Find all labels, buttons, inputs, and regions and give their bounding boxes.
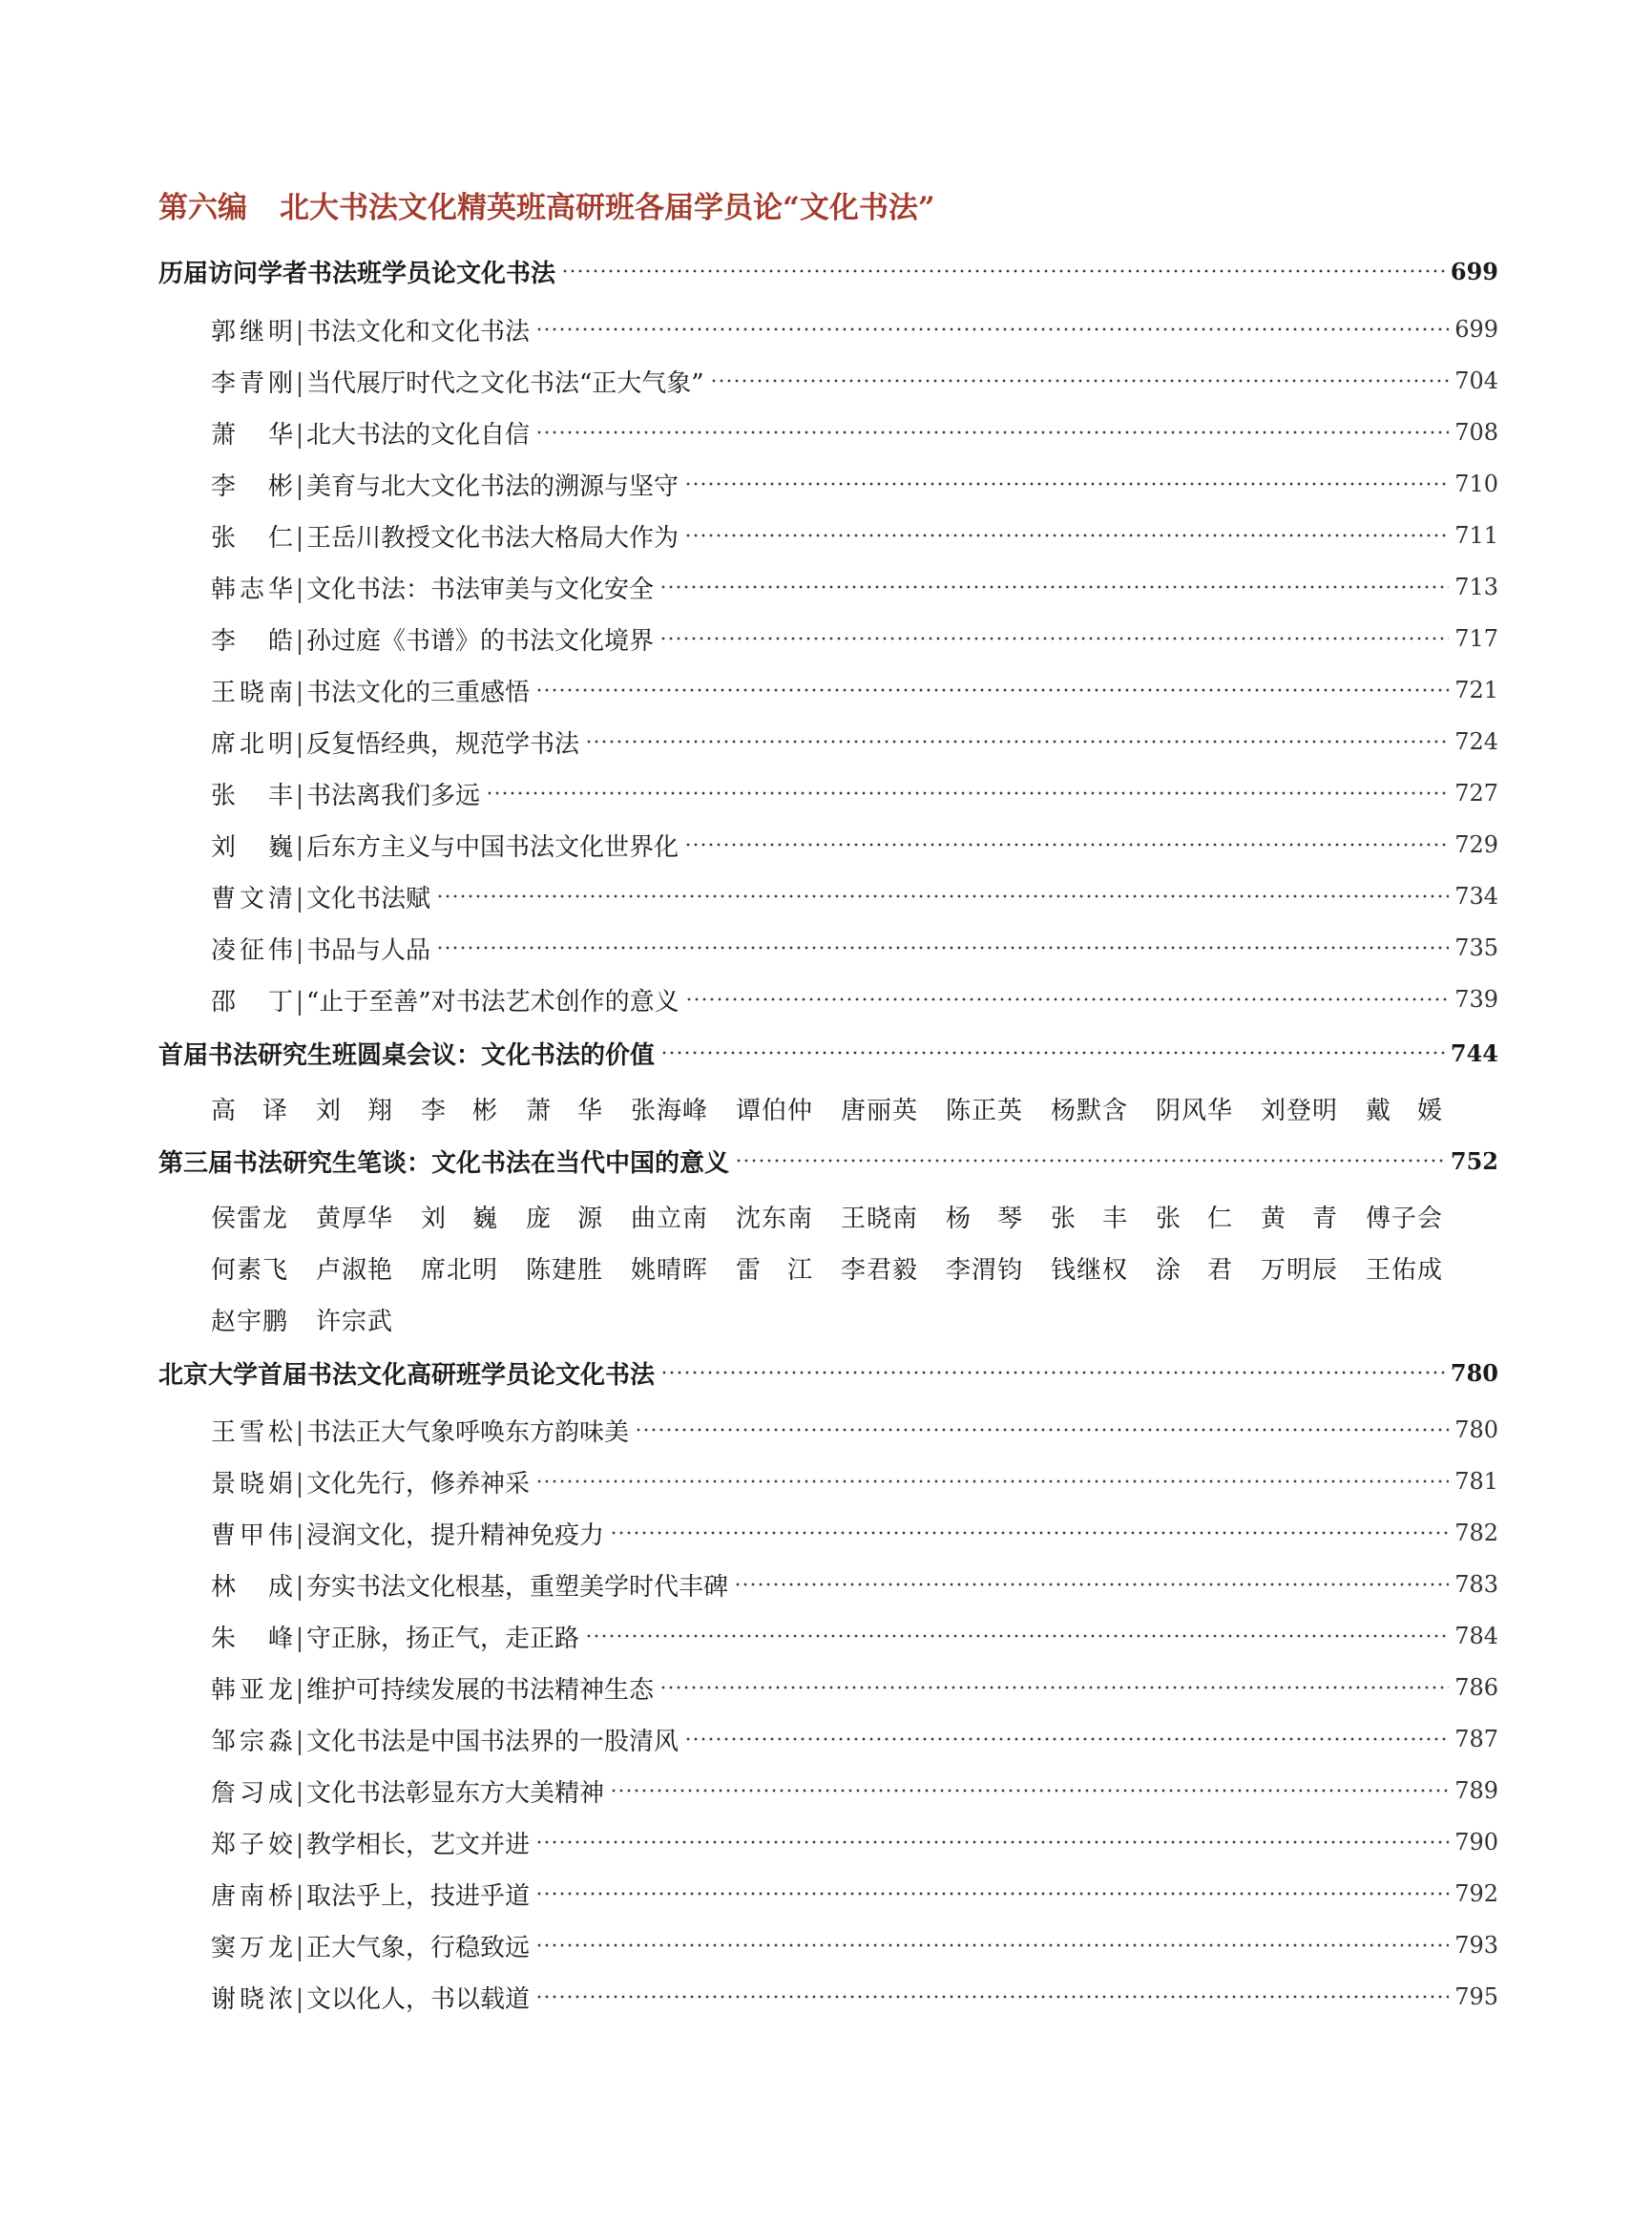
entry-author: 刘 巍 bbox=[211, 832, 293, 862]
entry-title: 书品与人品 bbox=[306, 935, 431, 965]
dot-leader bbox=[710, 377, 1450, 385]
entry-author: 曹文清 bbox=[211, 884, 293, 913]
section-page-number: 699 bbox=[1450, 257, 1498, 285]
dot-leader bbox=[659, 583, 1449, 591]
participant-name: 许宗武 bbox=[316, 1308, 392, 1336]
entry-title: 守正脉，扬正气，走正路 bbox=[306, 1624, 580, 1653]
participant-name: 何素飞 bbox=[211, 1256, 287, 1285]
entry-author: 詹习成 bbox=[211, 1778, 293, 1808]
dot-leader bbox=[684, 532, 1449, 539]
entry-author: 林 成 bbox=[211, 1572, 293, 1602]
toc-entry[interactable]: 窦万龙 | 正大气象，行稳致远 793 bbox=[211, 1926, 1498, 1964]
entry-page-number: 781 bbox=[1454, 1468, 1498, 1495]
entry-title: 当代展厅时代之文化书法“正大气象” bbox=[306, 368, 704, 398]
entry-author: 郭继明 bbox=[211, 317, 293, 346]
dot-leader bbox=[535, 325, 1449, 333]
entry-title: 维护可持续发展的书法精神生态 bbox=[306, 1675, 655, 1705]
entry-author: 郑子姣 bbox=[211, 1830, 293, 1859]
entry-author: 景晓娟 bbox=[211, 1469, 293, 1499]
participant-name: 刘 翔 bbox=[316, 1097, 392, 1125]
entry-title: 书法文化和文化书法 bbox=[306, 317, 531, 346]
participant-name: 刘登明 bbox=[1261, 1097, 1337, 1125]
dot-leader bbox=[610, 1529, 1449, 1537]
dot-leader bbox=[486, 789, 1449, 797]
entry-page-number: 792 bbox=[1454, 1880, 1498, 1907]
participant-name: 卢淑艳 bbox=[316, 1256, 392, 1285]
dot-leader bbox=[684, 841, 1449, 849]
participant-name: 杨 琴 bbox=[946, 1205, 1022, 1233]
entry-page-number: 708 bbox=[1454, 419, 1498, 446]
entry-author: 朱 峰 bbox=[211, 1624, 293, 1653]
entry-title: 书法离我们多远 bbox=[306, 781, 481, 810]
entry-page-number: 790 bbox=[1454, 1829, 1498, 1856]
entry-page-number: 699 bbox=[1454, 316, 1498, 343]
toc-entry[interactable]: 凌征伟 | 书品与人品 735 bbox=[211, 929, 1498, 967]
entry-title: 文化书法是中国书法界的一股清风 bbox=[306, 1727, 680, 1756]
section-title: 第三届书法研究生笔谈：文化书法在当代中国的意义 bbox=[158, 1148, 730, 1178]
entry-title: 王岳川教授文化书法大格局大作为 bbox=[306, 523, 680, 553]
dot-leader bbox=[734, 1581, 1449, 1588]
entry-title: 文化书法赋 bbox=[306, 884, 431, 913]
entry-title: 北大书法的文化自信 bbox=[306, 420, 531, 450]
dot-leader bbox=[561, 267, 1445, 275]
toc-entry[interactable]: 邵 丁 | “止于至善”对书法艺术创作的意义 739 bbox=[211, 980, 1498, 1018]
participant-name: 沈东南 bbox=[736, 1205, 812, 1233]
entry-page-number: 727 bbox=[1454, 780, 1498, 807]
entry-author: 邹宗淼 bbox=[211, 1727, 293, 1756]
participant-names-row bbox=[211, 1091, 1498, 1126]
toc-entry[interactable]: 林 成 | 夯实书法文化根基，重塑美学时代丰碑 783 bbox=[211, 1565, 1498, 1604]
entry-title: 书法正大气象呼唤东方韵味美 bbox=[306, 1417, 630, 1447]
dot-leader bbox=[535, 1993, 1449, 2001]
participant-name: 曲立南 bbox=[631, 1205, 707, 1233]
participant-name: 李渭钧 bbox=[946, 1256, 1022, 1285]
toc-entry[interactable]: 韩亚龙 | 维护可持续发展的书法精神生态 786 bbox=[211, 1668, 1498, 1707]
dot-leader bbox=[436, 892, 1449, 900]
participant-name: 涂 君 bbox=[1156, 1256, 1232, 1285]
dot-leader bbox=[659, 635, 1449, 642]
entry-page-number: 717 bbox=[1454, 625, 1498, 652]
entry-title: 后东方主义与中国书法文化世界化 bbox=[306, 832, 680, 862]
toc-entry[interactable]: 邹宗淼 | 文化书法是中国书法界的一股清风 787 bbox=[211, 1720, 1498, 1758]
toc-entry[interactable]: 詹习成 | 文化书法彰显东方大美精神 789 bbox=[211, 1772, 1498, 1810]
participant-name: 阴风华 bbox=[1156, 1097, 1232, 1125]
entry-author: 张 丰 bbox=[211, 781, 293, 810]
entry-author: 席北明 bbox=[211, 729, 293, 759]
toc-section-heading[interactable] bbox=[158, 1034, 1498, 1072]
entry-author: 窦万龙 bbox=[211, 1933, 293, 1962]
entry-author: 邵 丁 bbox=[211, 987, 293, 1017]
entry-page-number: 789 bbox=[1454, 1777, 1498, 1804]
toc-entry[interactable]: 李 彬 | 美育与北大文化书法的溯源与坚守 710 bbox=[211, 465, 1498, 503]
dot-leader bbox=[535, 1890, 1449, 1898]
entry-page-number: 734 bbox=[1454, 883, 1498, 910]
participant-name: 萧 华 bbox=[526, 1097, 602, 1125]
entry-page-number: 782 bbox=[1454, 1520, 1498, 1546]
toc-entry[interactable]: 张 仁 | 王岳川教授文化书法大格局大作为 711 bbox=[211, 516, 1498, 555]
part-title-text: 北大书法文化精英班高研班各届学员论“文化书法” bbox=[280, 191, 935, 225]
entry-author: 韩亚龙 bbox=[211, 1675, 293, 1705]
toc-entry[interactable]: 曹甲伟 | 浸润文化，提升精神免疫力 782 bbox=[211, 1514, 1498, 1552]
toc-entry[interactable]: 谢晓浓 | 文以化人，书以载道 795 bbox=[211, 1978, 1498, 2016]
participant-names-row bbox=[211, 1250, 1498, 1286]
toc-section-heading[interactable] bbox=[158, 1353, 1498, 1392]
section-title: 北京大学首届书法文化高研班学员论文化书法 bbox=[158, 1360, 656, 1390]
participant-name: 张 仁 bbox=[1156, 1205, 1232, 1233]
entry-author: 凌征伟 bbox=[211, 935, 293, 965]
entry-author: 王雪松 bbox=[211, 1417, 293, 1447]
entry-title: 文化先行，修养神采 bbox=[306, 1469, 531, 1499]
entry-title: 书法文化的三重感悟 bbox=[306, 678, 531, 707]
participant-names-row bbox=[211, 1302, 1498, 1337]
toc-entry[interactable]: 李青刚 | 当代展厅时代之文化书法“正大气象” 704 bbox=[211, 362, 1498, 400]
entry-title: 文化书法：书法审美与文化安全 bbox=[306, 575, 655, 604]
entry-author: 曹甲伟 bbox=[211, 1520, 293, 1550]
entry-title: “止于至善”对书法艺术创作的意义 bbox=[306, 987, 680, 1017]
entry-author: 韩志华 bbox=[211, 575, 293, 604]
toc-entry[interactable]: 曹文清 | 文化书法赋 734 bbox=[211, 877, 1498, 915]
entry-author: 李 彬 bbox=[211, 472, 293, 501]
entry-title: 正大气象，行稳致远 bbox=[306, 1933, 531, 1962]
participant-name: 高 译 bbox=[211, 1097, 287, 1125]
dot-leader bbox=[585, 1632, 1449, 1640]
dot-leader bbox=[535, 1941, 1449, 1949]
toc-entry[interactable]: 郑子姣 | 教学相长，艺文并进 790 bbox=[211, 1823, 1498, 1861]
entry-author: 张 仁 bbox=[211, 523, 293, 553]
entry-page-number: 735 bbox=[1454, 934, 1498, 961]
participant-name: 钱继权 bbox=[1051, 1256, 1127, 1285]
participant-name: 席北明 bbox=[421, 1256, 497, 1285]
participant-name: 侯雷龙 bbox=[211, 1205, 287, 1233]
participant-names-row bbox=[211, 1199, 1498, 1234]
section-page-number: 752 bbox=[1450, 1146, 1498, 1175]
entry-author: 谢晓浓 bbox=[211, 1984, 293, 2014]
section-page-number: 744 bbox=[1450, 1038, 1498, 1067]
participant-name: 姚晴晖 bbox=[631, 1256, 707, 1285]
dot-leader bbox=[685, 996, 1450, 1003]
participant-name: 傅子会 bbox=[1366, 1205, 1442, 1233]
dot-leader bbox=[535, 1478, 1449, 1485]
entry-page-number: 780 bbox=[1454, 1416, 1498, 1443]
participant-name: 雷 江 bbox=[736, 1256, 812, 1285]
toc-entry[interactable]: 韩志华 | 文化书法：书法审美与文化安全 713 bbox=[211, 568, 1498, 606]
toc-entry[interactable]: 李 皓 | 孙过庭《书谱》的书法文化境界 717 bbox=[211, 619, 1498, 658]
entry-title: 孙过庭《书谱》的书法文化境界 bbox=[306, 626, 655, 656]
dot-leader bbox=[635, 1426, 1449, 1434]
toc-entry[interactable]: 张 丰 | 书法离我们多远 727 bbox=[211, 774, 1498, 812]
entry-author: 李 皓 bbox=[211, 626, 293, 656]
entry-page-number: 793 bbox=[1454, 1932, 1498, 1959]
dot-leader bbox=[436, 944, 1449, 952]
participant-name: 杨默含 bbox=[1051, 1097, 1127, 1125]
entry-author: 萧 华 bbox=[211, 420, 293, 450]
entry-page-number: 784 bbox=[1454, 1623, 1498, 1649]
participant-name: 刘 巍 bbox=[421, 1205, 497, 1233]
entry-page-number: 711 bbox=[1454, 522, 1498, 549]
dot-leader bbox=[684, 480, 1449, 488]
toc-entry[interactable]: 萧 华 | 北大书法的文化自信 708 bbox=[211, 413, 1498, 451]
part-heading bbox=[158, 183, 935, 226]
section-page-number: 780 bbox=[1450, 1358, 1498, 1387]
entry-page-number: 710 bbox=[1454, 471, 1498, 497]
entry-title: 夯实书法文化根基，重塑美学时代丰碑 bbox=[306, 1572, 729, 1602]
participant-name: 戴 媛 bbox=[1366, 1097, 1442, 1125]
dot-leader bbox=[660, 1369, 1445, 1376]
entry-page-number: 704 bbox=[1454, 367, 1498, 394]
toc-entry[interactable]: 朱 峰 | 守正脉，扬正气，走正路 784 bbox=[211, 1617, 1498, 1655]
toc-entry[interactable]: 刘 巍 | 后东方主义与中国书法文化世界化 729 bbox=[211, 826, 1498, 864]
participant-name: 唐丽英 bbox=[841, 1097, 917, 1125]
dot-leader bbox=[585, 738, 1449, 745]
entry-author: 唐南桥 bbox=[211, 1881, 293, 1911]
entry-page-number: 795 bbox=[1454, 1983, 1498, 2010]
participant-name: 张 丰 bbox=[1051, 1205, 1127, 1233]
participant-name: 陈正英 bbox=[946, 1097, 1022, 1125]
toc-entry[interactable]: 王晓南 | 书法文化的三重感悟 721 bbox=[211, 671, 1498, 709]
toc-section-heading[interactable] bbox=[158, 252, 1498, 290]
toc-section-heading[interactable] bbox=[158, 1142, 1498, 1180]
participant-name: 黄厚华 bbox=[316, 1205, 392, 1233]
entry-page-number: 783 bbox=[1454, 1571, 1498, 1598]
entry-page-number: 739 bbox=[1454, 986, 1498, 1013]
section-title: 历届访问学者书法班学员论文化书法 bbox=[158, 259, 556, 288]
participant-name: 王晓南 bbox=[841, 1205, 917, 1233]
participant-name: 李 彬 bbox=[421, 1097, 497, 1125]
entry-title: 文以化人，书以载道 bbox=[306, 1984, 531, 2014]
dot-leader bbox=[535, 429, 1449, 436]
entry-page-number: 786 bbox=[1454, 1674, 1498, 1701]
participant-name: 庞 源 bbox=[526, 1205, 602, 1233]
toc-entry[interactable]: 王雪松 | 书法正大气象呼唤东方韵味美 780 bbox=[211, 1411, 1498, 1449]
entry-page-number: 713 bbox=[1454, 574, 1498, 600]
entry-title: 文化书法彰显东方大美精神 bbox=[306, 1778, 605, 1808]
dot-leader bbox=[735, 1157, 1445, 1164]
participant-name: 张海峰 bbox=[631, 1097, 707, 1125]
dot-leader bbox=[660, 1049, 1445, 1057]
entry-page-number: 724 bbox=[1454, 728, 1498, 755]
part-label: 第六编 bbox=[158, 191, 247, 225]
dot-leader bbox=[659, 1684, 1449, 1691]
toc-entry[interactable]: 唐南桥 | 取法乎上，技进乎道 792 bbox=[211, 1875, 1498, 1913]
participant-name: 王佑成 bbox=[1366, 1256, 1442, 1285]
toc-entry[interactable]: 景晓娟 | 文化先行，修养神采 781 bbox=[211, 1462, 1498, 1500]
entry-page-number: 787 bbox=[1454, 1726, 1498, 1752]
dot-leader bbox=[535, 686, 1449, 694]
participant-name: 黄 青 bbox=[1261, 1205, 1337, 1233]
participant-name: 陈建胜 bbox=[526, 1256, 602, 1285]
dot-leader bbox=[684, 1735, 1449, 1743]
entry-page-number: 729 bbox=[1454, 831, 1498, 858]
entry-page-number: 721 bbox=[1454, 677, 1498, 703]
entry-title: 反复悟经典，规范学书法 bbox=[306, 729, 580, 759]
participant-name: 谭伯仲 bbox=[736, 1097, 812, 1125]
toc-entry[interactable]: 郭继明 | 书法文化和文化书法 699 bbox=[211, 310, 1498, 348]
entry-title: 教学相长，艺文并进 bbox=[306, 1830, 531, 1859]
entry-title: 美育与北大文化书法的溯源与坚守 bbox=[306, 472, 680, 501]
dot-leader bbox=[535, 1838, 1449, 1846]
dot-leader bbox=[610, 1787, 1449, 1794]
section-title: 首届书法研究生班圆桌会议：文化书法的价值 bbox=[158, 1040, 656, 1070]
toc-entry[interactable]: 席北明 | 反复悟经典，规范学书法 724 bbox=[211, 723, 1498, 761]
participant-name: 李君毅 bbox=[841, 1256, 917, 1285]
entry-title: 取法乎上，技进乎道 bbox=[306, 1881, 531, 1911]
participant-name: 赵宇鹏 bbox=[211, 1308, 287, 1336]
participant-name: 万明辰 bbox=[1261, 1256, 1337, 1285]
entry-author: 李青刚 bbox=[211, 368, 293, 398]
entry-title: 浸润文化，提升精神免疫力 bbox=[306, 1520, 605, 1550]
entry-author: 王晓南 bbox=[211, 678, 293, 707]
